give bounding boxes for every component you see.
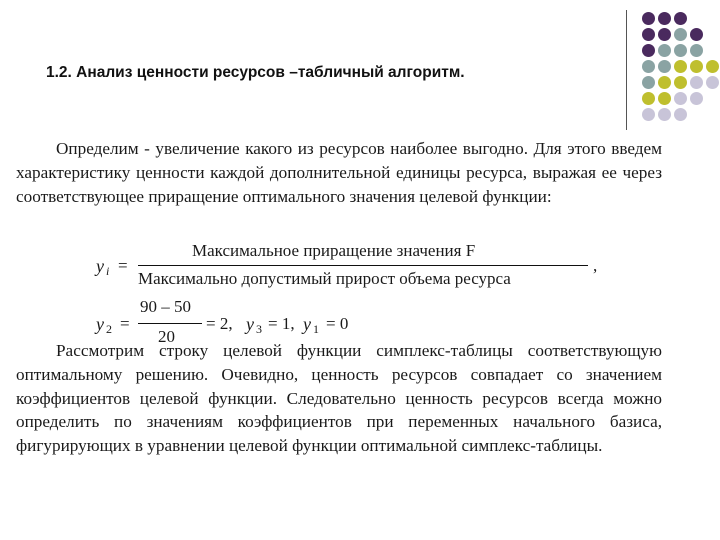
fraction-bar — [138, 323, 202, 324]
dot — [642, 60, 655, 73]
dot — [658, 44, 671, 57]
dot — [642, 44, 655, 57]
formula-subscript: i — [106, 264, 110, 278]
dot — [674, 12, 687, 25]
dot — [658, 108, 671, 121]
formula-equals: = — [120, 314, 130, 333]
dot — [674, 28, 687, 41]
dot — [706, 76, 719, 89]
divider-line — [626, 10, 627, 130]
dot — [674, 76, 687, 89]
dot — [642, 12, 655, 25]
slide-title: 1.2. Анализ ценности ресурсов –табличный алгоритм. — [46, 64, 465, 81]
formula-denominator: 20 — [158, 327, 175, 346]
dot — [690, 76, 703, 89]
dot — [674, 44, 687, 57]
dot — [642, 76, 655, 89]
formula-subscript: 1 — [313, 322, 319, 336]
dot — [674, 92, 687, 105]
dot — [658, 76, 671, 89]
dot — [642, 92, 655, 105]
dot — [642, 28, 655, 41]
formula-var: y — [246, 314, 254, 334]
dot — [690, 92, 703, 105]
paragraph-conclusion — [16, 339, 662, 458]
dot — [690, 60, 703, 73]
dot — [658, 92, 671, 105]
dot — [658, 60, 671, 73]
paragraph-intro-text: Определим - увеличение какого из ресурсов наиболее выгодно. Для этого введем характеристику ценности каждой дополнительной единицы ресурса, выражая ее через соответствующее приращение оптимального значения целевой функции: — [16, 139, 662, 206]
dot — [658, 12, 671, 25]
formula-numerator: 90 – 50 — [140, 297, 191, 316]
formula-subscript: 3 — [256, 322, 262, 336]
paragraph-intro — [16, 137, 662, 208]
paragraph-conclusion-text: Рассмотрим строку целевой функции симплекс-таблицы соответствующую оптимальному решению. Очевидно, ценность ресурсов совпадает со значением коэффициентов целевой функции. Следовательно ценность ресурсов всегда можно определить по значениям коэффициентов при переменных начального базиса, фигурирующих в уравнении целевой функции оптимальной симплекс-таблицы. — [16, 341, 662, 456]
dot — [674, 108, 687, 121]
fraction-bar — [138, 265, 588, 266]
formula-equals: = — [118, 256, 128, 275]
dot — [674, 60, 687, 73]
formula-value-definition — [96, 242, 696, 292]
formula-result-3: = 1, — [268, 314, 295, 333]
formula-trailing-comma: , — [593, 256, 598, 275]
formula-denominator: Максимально допустимый прирост объема ресурса — [138, 269, 511, 288]
formula-result-1: = 0 — [326, 314, 349, 333]
formula-numerator: Максимальное приращение значения F — [192, 241, 476, 260]
formula-subscript: 2 — [106, 322, 112, 336]
formula-var: y — [96, 256, 104, 276]
formula-var: y — [96, 314, 104, 334]
dot — [706, 60, 719, 73]
formula-var: y — [303, 314, 311, 334]
dot — [642, 108, 655, 121]
dot — [690, 28, 703, 41]
dot — [658, 28, 671, 41]
dot — [690, 44, 703, 57]
formula-result-2: = 2, — [206, 314, 233, 333]
